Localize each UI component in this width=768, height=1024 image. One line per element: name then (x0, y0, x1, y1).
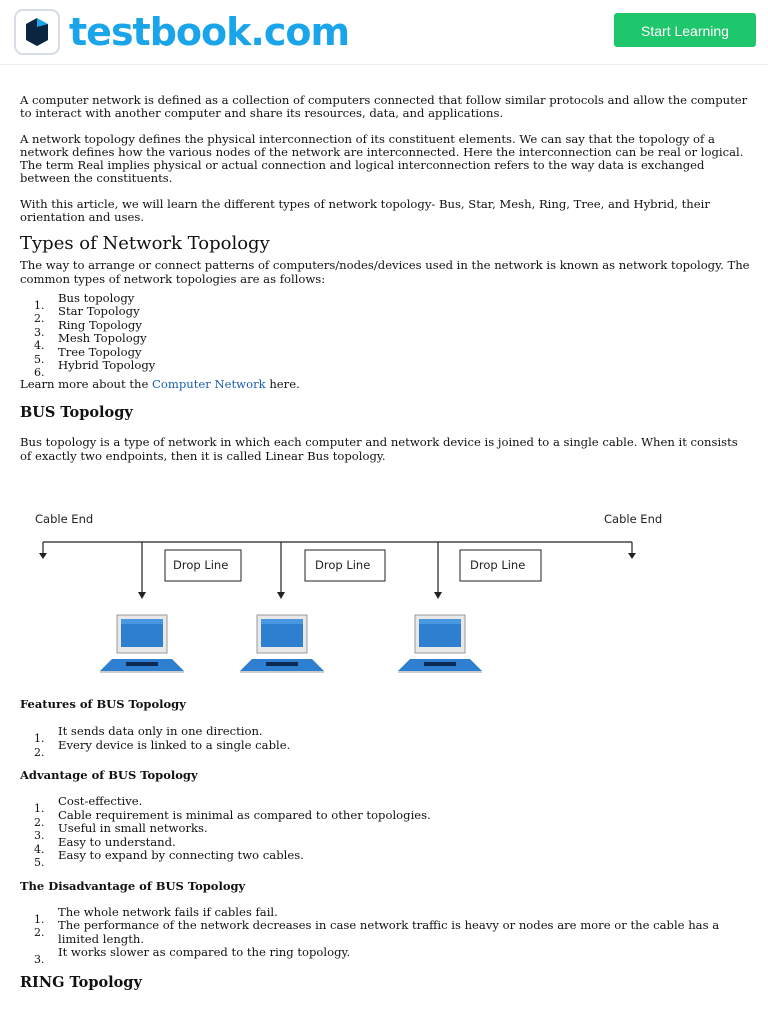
list-item-text: Tree Topology (58, 344, 142, 359)
advantages-heading: Advantage of BUS Topology (20, 768, 198, 782)
list-number: 5. (34, 352, 45, 366)
list-number: 5. (34, 856, 45, 869)
computer-network-link[interactable]: Computer Network (152, 376, 266, 391)
bus-topology-diagram (20, 505, 680, 685)
list-item-text: It sends data only in one direction. (58, 724, 263, 738)
computer-icon (100, 615, 184, 672)
start-learning-button[interactable]: Start Learning (614, 13, 756, 47)
list-item-text: Ring Topology (58, 317, 142, 332)
features-list (20, 724, 752, 759)
list-item-text: Every device is linked to a single cable. (58, 737, 291, 752)
list-number: 4. (34, 842, 45, 856)
testbook-logo-icon[interactable] (14, 9, 60, 55)
disadvantages-list (20, 904, 752, 966)
learn-more-text (20, 378, 752, 391)
list-number: 1. (34, 732, 45, 745)
bus-heading: BUS Topology (20, 404, 133, 422)
list-item-text: Bus topology (58, 290, 135, 305)
drop-line-label-1: Drop Line (173, 558, 229, 572)
site-header (0, 0, 768, 65)
advantages-list (20, 794, 752, 869)
cable-end-left-arrow (39, 553, 47, 559)
advantage-item (20, 848, 752, 869)
drop-line-label-3: Drop Line (470, 558, 526, 572)
bus-details (20, 697, 752, 992)
types-heading: Types of Network Topology (20, 233, 270, 255)
list-item-text: Cost-effective. (58, 794, 143, 808)
drop-line-2 (277, 542, 385, 599)
list-number: 4. (34, 339, 45, 353)
list-number: 1. (34, 912, 45, 926)
cable-end-left-label: Cable End (35, 512, 94, 526)
intro-paragraph-2: A network topology defines the physical interconnection of its constituent elements. We can say that the topology of a network defines how the various nodes of the network are interconnected. Here the interconnection can be real or logical. The term Real implies physical or actual connection and logical interconnection refers to the way data is exchanged between the constituents. (20, 131, 744, 186)
cable-end-right-arrow (628, 553, 636, 559)
disadvantage-item (20, 945, 752, 966)
list-item-text: The whole network fails if cables fail. (58, 904, 278, 919)
computer-icon (240, 615, 324, 672)
list-item-text: Cable requirement is minimal as compared to other topologies. (58, 807, 431, 822)
drop-line-label-2: Drop Line (315, 558, 371, 572)
list-number: 1. (34, 298, 45, 312)
list-number: 3. (34, 829, 45, 842)
article-content (20, 94, 752, 463)
list-number: 3. (34, 953, 45, 966)
disadvantage-item (20, 904, 752, 926)
disadvantage-item (20, 919, 752, 946)
cable-end-right-label: Cable End (604, 512, 663, 526)
feature-item (20, 737, 752, 759)
list-number: 2. (34, 745, 45, 759)
types-paragraph: The way to arrange or connect patterns of computers/nodes/devices used in the network is known as network topology. The common types of network topologies are as follows: (20, 258, 750, 286)
list-item-text: Star Topology (58, 304, 140, 319)
list-item-text: Easy to understand. (58, 834, 176, 849)
list-item-text: Mesh Topology (58, 331, 147, 346)
list-number: 6. (34, 366, 45, 380)
intro-paragraph-3: With this article, we will learn the different types of network topology- Bus, Star, Mesh, Ring, Tree, and Hybrid, their orientation and uses. (20, 196, 710, 225)
logo-text[interactable]: testbook.com (69, 10, 350, 54)
topology-type-item (20, 358, 752, 380)
intro-paragraph-1: A computer network is defined as a collection of computers connected that follow similar protocols and allow the computer to interact with another computer and share its resources, data, and applications. (20, 93, 748, 121)
learn-more-prefix: Learn more about the (20, 376, 153, 391)
topology-types-list (20, 290, 752, 380)
computer-icon (398, 615, 482, 672)
ring-heading: RING Topology (20, 973, 142, 991)
list-number: 2. (34, 815, 45, 829)
list-number: 1. (34, 802, 45, 815)
list-item-text: It works slower as compared to the ring topology. (58, 945, 351, 959)
bus-paragraph: Bus topology is a type of network in which each computer and network device is joined to a single cable. When it consists of exactly two endpoints, then it is called Linear Bus topology. (20, 435, 738, 463)
list-item-text: Hybrid Topology (58, 358, 156, 373)
drop-line-3 (434, 542, 541, 599)
list-number: 2. (34, 926, 45, 939)
list-number: 2. (34, 312, 45, 326)
disadvantages-heading: The Disadvantage of BUS Topology (20, 878, 246, 893)
features-heading: Features of BUS Topology (20, 697, 186, 711)
learn-more-suffix: here. (265, 376, 300, 391)
list-item-text: The performance of the network decreases in case network traffic is heavy or nodes are more or the cable has a limited length. (58, 918, 720, 946)
list-item-text: Useful in small networks. (58, 821, 208, 835)
list-number: 3. (34, 325, 45, 339)
list-item-text: Easy to expand by connecting two cables. (58, 848, 304, 862)
drop-line-1 (138, 542, 241, 599)
